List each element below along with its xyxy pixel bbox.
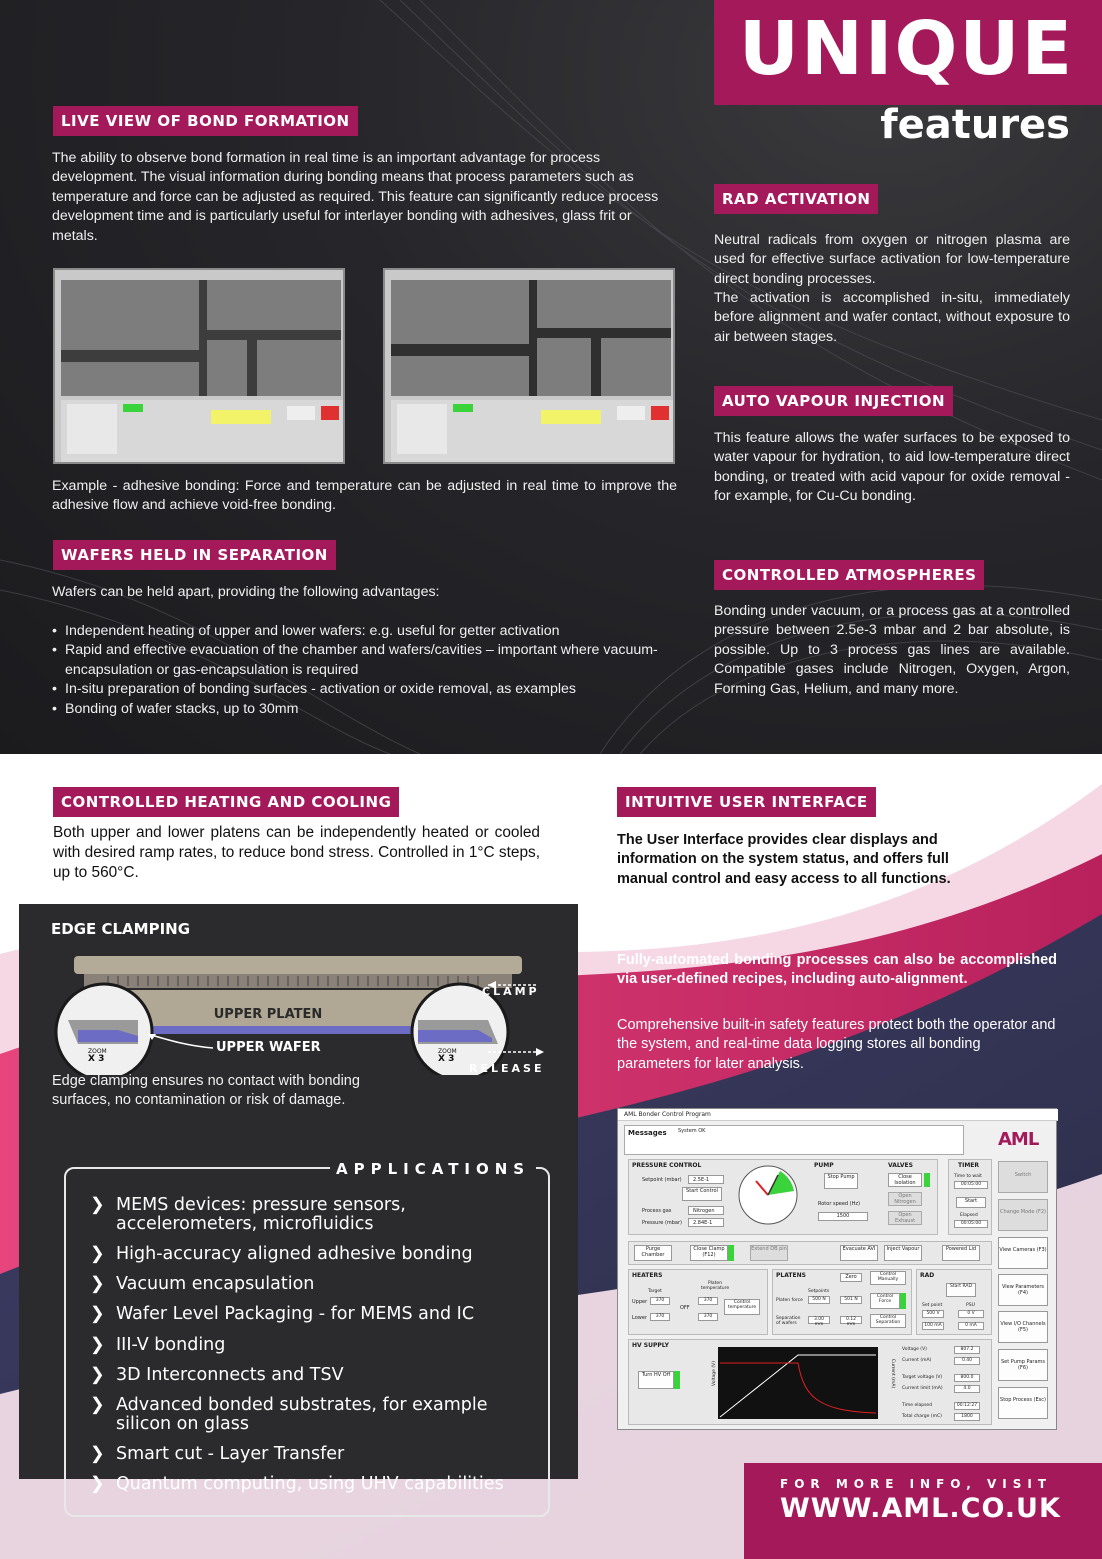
gui-status: System OK [678, 1128, 706, 1134]
gui-label: Voltage (V) [902, 1347, 927, 1352]
gui-control-temp-button[interactable]: Control temperature [724, 1299, 760, 1315]
gui-label: Current (mA) [902, 1358, 932, 1363]
chevron-right-icon: ❯ [90, 1335, 105, 1355]
gui-side-button[interactable]: Change Mode (F2) [998, 1199, 1048, 1231]
gui-control-separation-button[interactable]: Control Separation [870, 1314, 906, 1328]
gui-label: Target voltage (V) [902, 1375, 943, 1380]
chevron-right-icon: ❯ [90, 1195, 105, 1215]
gui-indicator [728, 1245, 734, 1261]
gui-lower-temp[interactable]: 370 [650, 1313, 670, 1321]
gui-side-button[interactable]: Switch [998, 1161, 1048, 1193]
live-view-body: The ability to observe bond formation in real time is an important advantage for process development. The visual information during bonding means that process parameters such as temperature and force can be adjusted as required. This feature can significantly reduce process development time and is particularly useful for interlayer bonding with adhesives, glass frit or metals. [52, 150, 659, 244]
gui-label: Setpoint (mbar) [642, 1177, 682, 1183]
gui-logo: AML [998, 1129, 1039, 1150]
camera-grid-image [61, 280, 341, 396]
gui-extend-pin-button[interactable]: Extend DB pin [750, 1245, 788, 1261]
application-item: ❯ Wafer Level Packaging - for MEMS and IC [90, 1304, 475, 1324]
gui-label: Elapsed [960, 1213, 978, 1218]
gui-side-button[interactable]: View I/O Channels (F5) [998, 1311, 1048, 1343]
gui-start-control-button[interactable]: Start Control [682, 1187, 722, 1201]
atmos-body: Bonding under vacuum, or a process gas at a controlled pressure between 2.5e-3 mbar and 2 bar absolute, is possible. Up to 3 process gas lines are available. Compatible gases include Nitrogen, Oxygen, Argon, Forming Gas, Helium, and many more. [714, 603, 1070, 697]
ui-bold: The User Interface provides clear displays and information on the system status, and offers full manual control and easy access to all functions. [617, 832, 951, 887]
gui-stop-pump-button[interactable]: Stop Pump [824, 1173, 858, 1189]
gui-indicator [674, 1371, 680, 1389]
gui-valves-title: VALVES [888, 1162, 913, 1169]
gui-turn-hv-off-button[interactable]: Turn HV Off [638, 1371, 674, 1389]
gui-side-button[interactable]: Stop Process (Esc) [998, 1387, 1048, 1419]
unique-heading: UNIQUE [738, 6, 1074, 92]
gui-close-clamp-button[interactable]: Close Clamp (F12) [690, 1245, 728, 1261]
gui-hv-target[interactable]: 800.0 [954, 1374, 980, 1382]
application-item: ❯ Smart cut - Layer Transfer [90, 1444, 345, 1464]
chevron-right-icon: ❯ [90, 1474, 105, 1494]
list-item: • Rapid and effective evacuation of the chamber and wafers/cavities – important where vacuum-encapsulation or gas-encapsulation is required [52, 641, 677, 680]
gui-platens-title: PLATENS [776, 1272, 806, 1279]
gui-y-label: Current (mA) [890, 1358, 896, 1389]
gui-hv-limit[interactable]: 4.0 [954, 1385, 980, 1393]
list-item: • Independent heating of upper and lower wafers: e.g. useful for getter activation [52, 622, 677, 641]
gui-close-isolation-button[interactable]: Close Isolation [888, 1173, 922, 1187]
applications-title: APPLICATIONS [330, 1160, 536, 1178]
live-view-caption: Example - adhesive bonding: Force and temperature can be adjusted in real time to improve the adhesive flow and achieve void-free bonding. [52, 478, 677, 514]
application-item: ❯ Quantum computing, using UHV capabilities [90, 1474, 504, 1494]
gui-pressure-gauge [736, 1163, 800, 1227]
gui-pump-title: PUMP [814, 1162, 834, 1169]
features-heading: features [880, 102, 1070, 148]
chevron-right-icon: ❯ [90, 1365, 105, 1385]
gui-upper-platen-temp: 370 [698, 1297, 718, 1305]
gui-pressure-title: PRESSURE CONTROL [632, 1162, 702, 1169]
zoom-label-2: ZOOM [438, 1048, 457, 1055]
gui-rad-current-setpoint[interactable]: 100 mA [922, 1322, 944, 1330]
chevron-right-icon: ❯ [90, 1274, 105, 1294]
gui-zero-button[interactable]: Zero [840, 1273, 862, 1282]
control-panel-image [391, 400, 673, 462]
gui-label: Upper [632, 1299, 648, 1305]
gui-label: Separation of wafers [776, 1316, 801, 1326]
gui-open-nitrogen-button[interactable]: Open Nitrogen [888, 1192, 922, 1206]
gui-label: Set point [922, 1303, 943, 1308]
zoom-x-label-2: X 3 [438, 1054, 455, 1064]
ui-tag: INTUITIVE USER INTERFACE [617, 787, 876, 817]
gui-hv-current: 0.40 [954, 1357, 980, 1365]
gui-setpoint-field[interactable]: 2.5E-1 [688, 1175, 724, 1184]
ui-safety: Comprehensive built-in safety features protect both the operator and the system, and real-time data logging stores all bonding parameters for later analysis. [617, 1017, 1056, 1072]
camera-view [61, 280, 341, 396]
upper-platen-label: UPPER PLATEN [213, 1007, 323, 1022]
gui-actions-row [628, 1241, 992, 1265]
chevron-right-icon: ❯ [90, 1395, 105, 1415]
upper-wafer-label: UPPER WAFER [216, 1040, 321, 1055]
gui-label: Total charge (mC) [902, 1414, 942, 1419]
unique-banner [714, 0, 1102, 105]
ui-auto: Fully-automated bonding processes can also be accomplished via user-defined recipes, including auto-alignment. [617, 952, 1057, 988]
gui-titlebar: AML Bonder Control Program [618, 1109, 1058, 1121]
edge-title: EDGE CLAMPING [51, 920, 191, 938]
chevron-right-icon: ❯ [90, 1444, 105, 1464]
gui-hv-title: HV SUPPLY [632, 1342, 669, 1349]
zoom-label: ZOOM [88, 1048, 107, 1055]
gui-hv-voltage: 807.2 [954, 1346, 980, 1354]
gui-force-value: 501 N [840, 1296, 862, 1304]
control-panel-image [61, 400, 343, 462]
edge-clamp-diagram [48, 950, 558, 1075]
application-item: ❯ MEMS devices: pressure sensors, accelerometers, microfluidics [90, 1195, 406, 1234]
gui-side-button[interactable]: View Cameras (F3) [998, 1237, 1048, 1269]
gui-label: Pressure (mbar) [642, 1220, 683, 1226]
gui-rad-voltage-setpoint[interactable]: 500 V [922, 1310, 944, 1318]
wafers-sep-list [52, 622, 677, 719]
gui-label: Rotor speed (Hz) [818, 1201, 860, 1207]
gui-label: Current limit (mA) [902, 1386, 943, 1391]
list-item: • Bonding of wafer stacks, up to 30mm [52, 700, 677, 719]
footer-url[interactable]: WWW.AML.CO.UK [780, 1493, 1061, 1524]
rad-body-2: The activation is accomplished in-situ, immediately before alignment and wafer contact, without exposure to air between stages. [714, 290, 1070, 345]
gui-evacuate-button[interactable]: Evacuate AVI [840, 1245, 878, 1261]
gui-separation-setpoint[interactable]: 3.00 mm [808, 1316, 830, 1324]
gui-purge-button[interactable]: Purge Chamber [634, 1245, 672, 1261]
camera-screenshot-1 [53, 268, 345, 464]
gui-indicator [924, 1173, 930, 1187]
gui-heaters-title: HEATERS [632, 1272, 663, 1279]
gui-timer-value[interactable]: 00:05:00 [954, 1181, 988, 1189]
release-label: RELEASE [469, 1062, 545, 1075]
bonder-gui-screenshot [617, 1108, 1057, 1430]
gui-hv-plot [718, 1347, 878, 1419]
rad-body: Neutral radicals from oxygen or nitrogen plasma are used for effective surface activation for low-temperature direct bonding processes. [714, 232, 1070, 287]
application-item: ❯ Vacuum encapsulation [90, 1274, 315, 1294]
gui-label: PSU [966, 1303, 975, 1308]
gui-force-setpoint[interactable]: 500 N [808, 1296, 830, 1304]
zoom-x-label: X 3 [88, 1054, 105, 1064]
gui-inject-vapour-button[interactable]: Inject Vapour [884, 1245, 922, 1261]
gui-timer-start-button[interactable]: Start [956, 1197, 986, 1208]
gui-powered-lid-button[interactable]: Powered Lid [942, 1245, 980, 1261]
application-item: ❯ Advanced bonded substrates, for example silicon on glass [90, 1395, 488, 1434]
gui-control-force-button[interactable]: Control Force [870, 1293, 900, 1309]
gui-label: Process gas [642, 1208, 672, 1214]
rad-tag: RAD ACTIVATION [714, 184, 878, 214]
wafers-sep-tag: WAFERS HELD IN SEPARATION [53, 540, 336, 570]
camera-grid-image [391, 280, 671, 396]
gui-start-rad-button[interactable]: Start RAD [946, 1283, 976, 1297]
gui-separation-value: 0.12 mm [840, 1316, 862, 1324]
gui-label: Time to wait [954, 1174, 982, 1179]
chevron-right-icon: ❯ [90, 1244, 105, 1264]
gui-y-label: Voltage (V) [711, 1361, 717, 1386]
gui-label: Setpoints [808, 1289, 830, 1294]
gui-upper-temp[interactable]: 370 [650, 1297, 670, 1305]
application-item: ❯ III-V bonding [90, 1335, 226, 1355]
gui-rad-title: RAD [920, 1272, 935, 1279]
list-item: • In-situ preparation of bonding surfaces - activation or oxide removal, as examples [52, 680, 677, 699]
footer-more: FOR MORE INFO, VISIT [780, 1477, 1052, 1491]
edge-body: Edge clamping ensures no contact with bonding surfaces, no contamination or risk of damage. [52, 1073, 360, 1109]
gui-gas-select[interactable]: Nitrogen [688, 1206, 724, 1215]
gui-lower-platen-temp: 370 [698, 1313, 718, 1321]
gui-label: Lower [632, 1315, 647, 1321]
gui-hv-time: 00:12:27 [954, 1402, 980, 1410]
gui-rad-voltage: 0 V [958, 1310, 984, 1318]
heating-tag: CONTROLLED HEATING AND COOLING [53, 787, 399, 817]
gui-elapsed-value: 00:05:00 [954, 1220, 988, 1228]
wafers-sep-intro: Wafers can be held apart, providing the following advantages: [52, 584, 440, 600]
gui-label: Platen force [776, 1298, 803, 1303]
camera-screenshot-2 [383, 268, 675, 464]
gui-rad-current: 0 mA [958, 1322, 984, 1330]
camera-view [391, 280, 671, 396]
clamp-label: CLAMP [482, 985, 540, 998]
application-item: ❯ 3D Interconnects and TSV [90, 1365, 344, 1385]
gui-pressure-value: 2.84E-1 [688, 1218, 724, 1227]
gui-messages: Messages [624, 1125, 964, 1155]
gui-open-exhaust-button[interactable]: Open Exhaust [888, 1211, 922, 1225]
gui-label: Platen temperature [700, 1281, 730, 1291]
live-view-tag: LIVE VIEW OF BOND FORMATION [53, 106, 358, 136]
gui-label: Target [648, 1289, 662, 1294]
gui-rotor-value: 1500 [818, 1212, 868, 1221]
vapour-tag: AUTO VAPOUR INJECTION [714, 386, 953, 416]
gui-timer-title: TIMER [958, 1162, 980, 1169]
gui-heater-state: OFF [680, 1305, 690, 1311]
chevron-right-icon: ❯ [90, 1304, 105, 1324]
heating-body: Both upper and lower platens can be independently heated or cooled with desired ramp rates, to reduce bond stress. Controlled in 1°C steps, up to 560°C. [53, 824, 540, 881]
gui-label: Time elapsed [902, 1403, 933, 1408]
application-item: ❯ High-accuracy aligned adhesive bonding [90, 1244, 473, 1264]
gui-side-button[interactable]: Set Pump Params (F6) [998, 1349, 1048, 1381]
atmos-tag: CONTROLLED ATMOSPHERES [714, 560, 984, 590]
vapour-body: This feature allows the wafer surfaces to be exposed to water vapour for hydration, to aid low-temperature direct bonding, or treated with acid vapour for oxide removal - for example, for Cu-Cu bonding. [714, 430, 1070, 505]
gui-indicator [900, 1293, 906, 1309]
gui-hv-charge: 1800 [954, 1413, 980, 1421]
gui-control-manually-button[interactable]: Control Manually [870, 1271, 906, 1285]
gui-side-button[interactable]: View Parameters (F4) [998, 1274, 1048, 1306]
